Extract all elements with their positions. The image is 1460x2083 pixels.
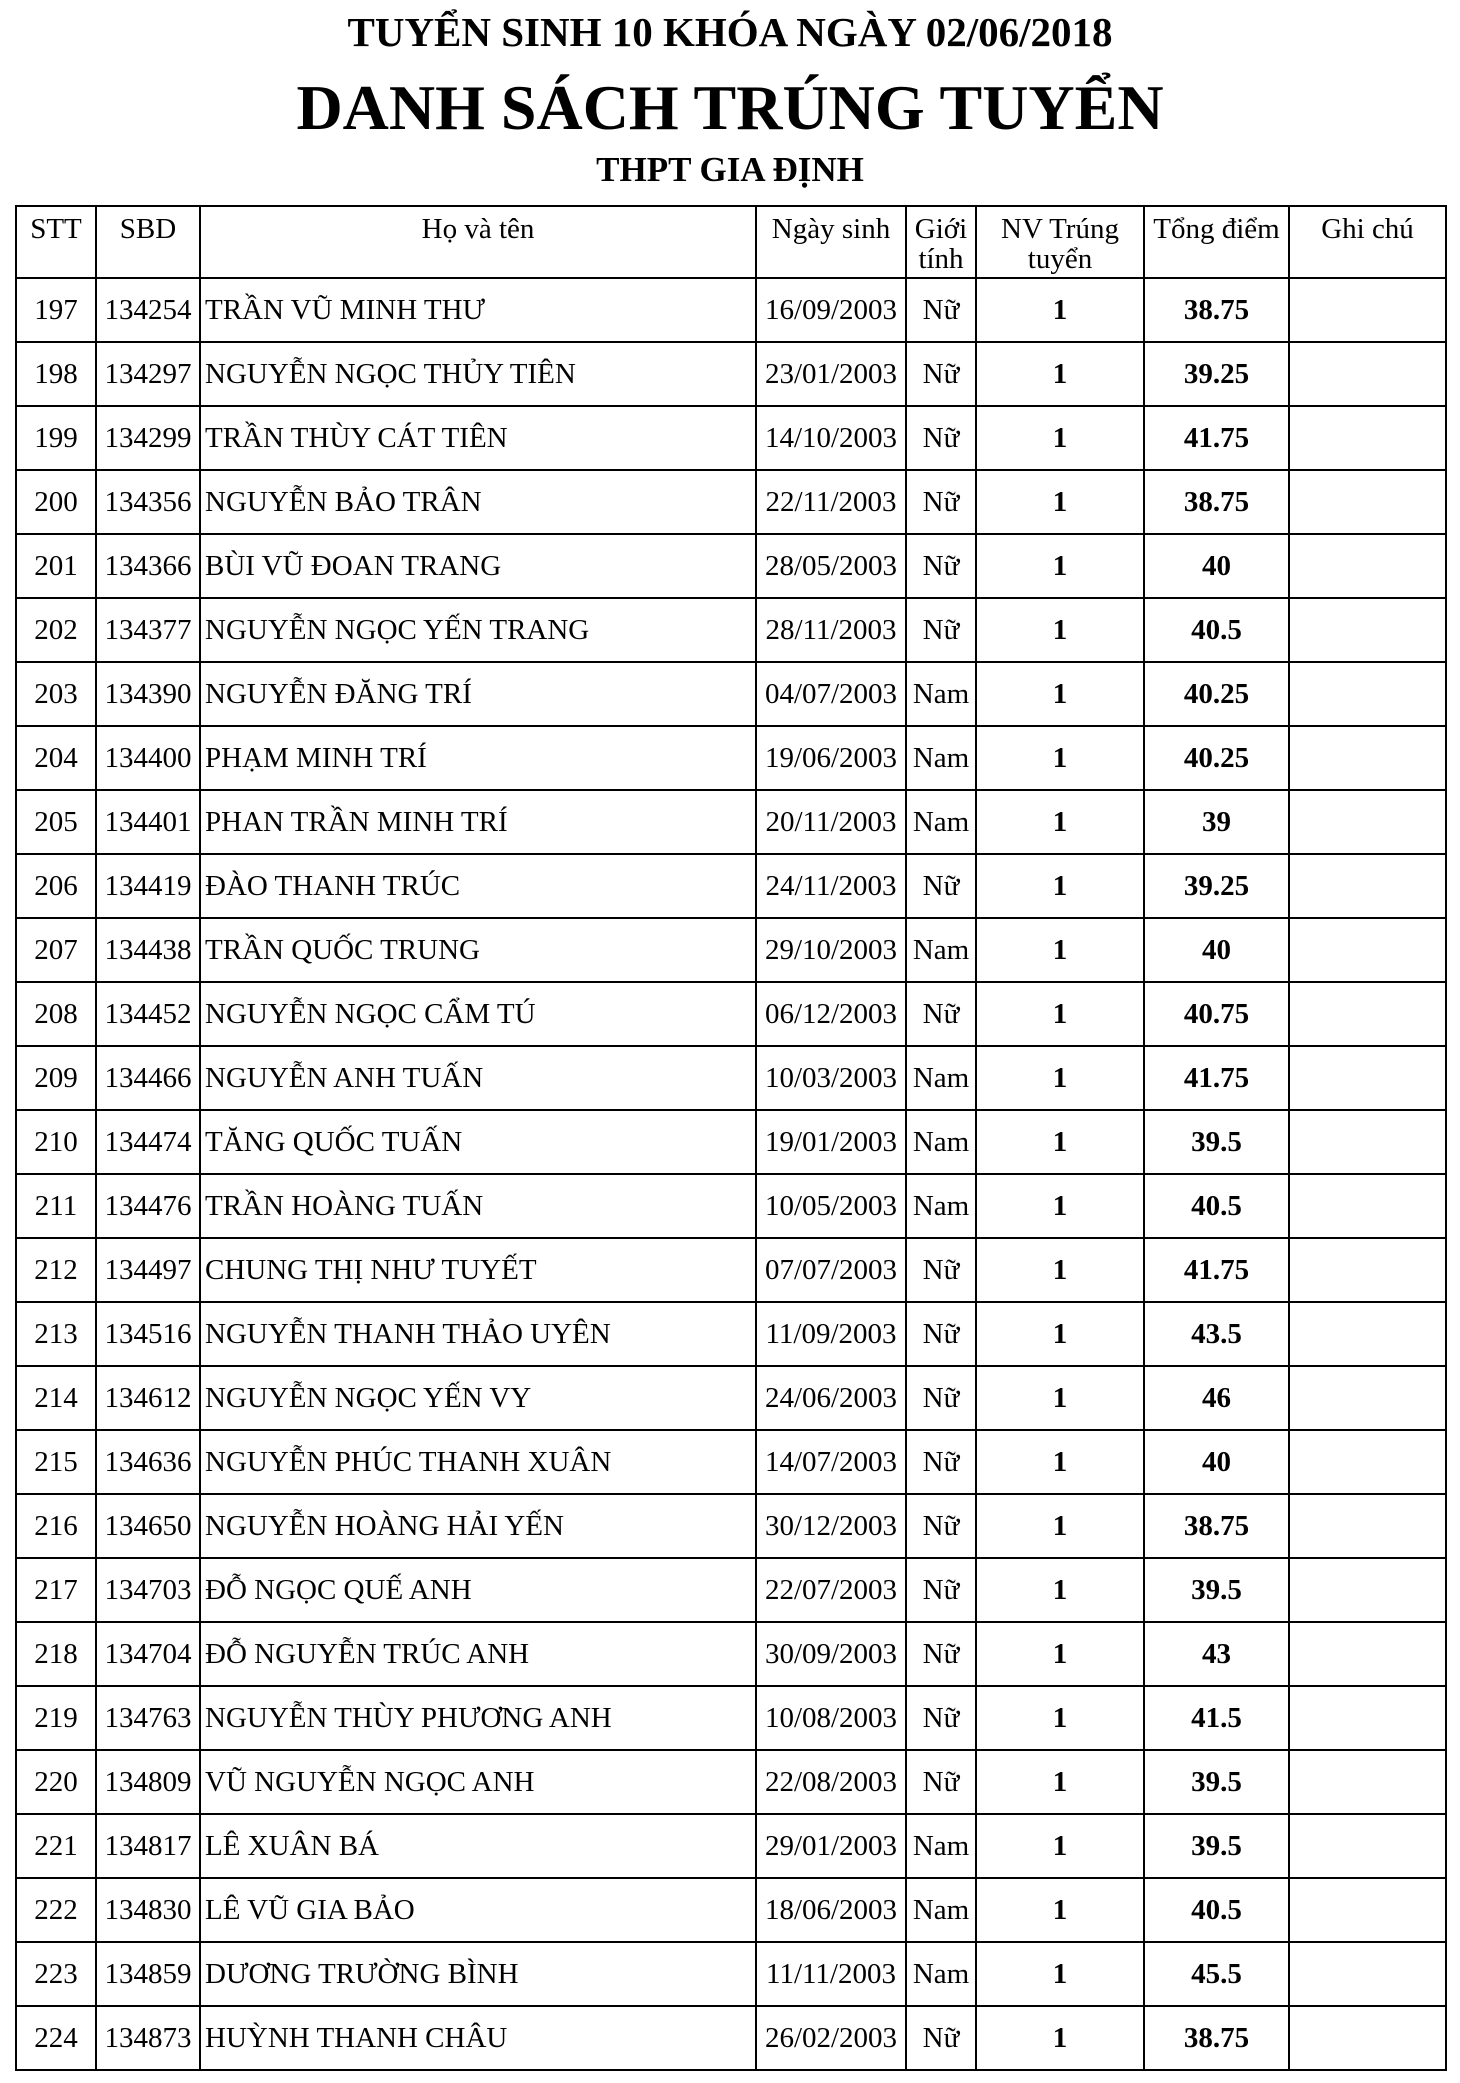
cell-sbd: 134497	[96, 1238, 200, 1302]
cell-nv: 1	[976, 470, 1144, 534]
cell-sbd: 134438	[96, 918, 200, 982]
cell-name: TĂNG QUỐC TUẤN	[200, 1110, 756, 1174]
cell-gender: Nữ	[906, 1558, 976, 1622]
cell-gender: Nữ	[906, 470, 976, 534]
cell-sbd: 134763	[96, 1686, 200, 1750]
cell-nv: 1	[976, 598, 1144, 662]
cell-sbd: 134356	[96, 470, 200, 534]
cell-dob: 23/01/2003	[756, 342, 906, 406]
cell-stt: 198	[16, 342, 96, 406]
cell-name: DƯƠNG TRƯỜNG BÌNH	[200, 1942, 756, 2006]
cell-note	[1289, 1814, 1446, 1878]
cell-dob: 14/10/2003	[756, 406, 906, 470]
cell-nv: 1	[976, 1622, 1144, 1686]
cell-stt: 220	[16, 1750, 96, 1814]
table-row	[16, 598, 1446, 662]
cell-name: PHAN TRẦN MINH TRÍ	[200, 790, 756, 854]
cell-stt: 216	[16, 1494, 96, 1558]
cell-nv: 1	[976, 342, 1144, 406]
cell-name: VŨ NGUYỄN NGỌC ANH	[200, 1750, 756, 1814]
table-row	[16, 406, 1446, 470]
cell-note	[1289, 1238, 1446, 1302]
cell-stt: 212	[16, 1238, 96, 1302]
cell-sbd: 134299	[96, 406, 200, 470]
table-row	[16, 918, 1446, 982]
cell-gender: Nữ	[906, 1238, 976, 1302]
cell-nv: 1	[976, 406, 1144, 470]
cell-name: NGUYỄN ANH TUẤN	[200, 1046, 756, 1110]
cell-sbd: 134390	[96, 662, 200, 726]
table-body	[16, 278, 1446, 2070]
cell-name: TRẦN HOÀNG TUẤN	[200, 1174, 756, 1238]
cell-name: NGUYỄN BẢO TRÂN	[200, 470, 756, 534]
cell-note	[1289, 342, 1446, 406]
cell-dob: 29/10/2003	[756, 918, 906, 982]
cell-stt: 203	[16, 662, 96, 726]
cell-note	[1289, 470, 1446, 534]
cell-gender: Nữ	[906, 1686, 976, 1750]
cell-score: 40.25	[1144, 662, 1289, 726]
cell-gender: Nam	[906, 1878, 976, 1942]
table-row	[16, 1366, 1446, 1430]
table-row	[16, 1814, 1446, 1878]
cell-gender: Nữ	[906, 1622, 976, 1686]
cell-sbd: 134377	[96, 598, 200, 662]
table-row	[16, 854, 1446, 918]
cell-gender: Nam	[906, 1110, 976, 1174]
cell-sbd: 134516	[96, 1302, 200, 1366]
school-name: THPT GIA ĐỊNH	[596, 150, 864, 189]
cell-stt: 209	[16, 1046, 96, 1110]
cell-score: 38.75	[1144, 2006, 1289, 2070]
cell-sbd: 134859	[96, 1942, 200, 2006]
cell-dob: 07/07/2003	[756, 1238, 906, 1302]
cell-sbd: 134873	[96, 2006, 200, 2070]
cell-gender: Nam	[906, 790, 976, 854]
cell-name: HUỲNH THANH CHÂU	[200, 2006, 756, 2070]
cell-gender: Nữ	[906, 1366, 976, 1430]
cell-gender: Nam	[906, 662, 976, 726]
cell-gender: Nam	[906, 918, 976, 982]
cell-dob: 06/12/2003	[756, 982, 906, 1046]
cell-dob: 11/11/2003	[756, 1942, 906, 2006]
cell-dob: 18/06/2003	[756, 1878, 906, 1942]
column-header-score: Tổng điểm	[1144, 206, 1289, 278]
cell-name: BÙI VŨ ĐOAN TRANG	[200, 534, 756, 598]
cell-nv: 1	[976, 662, 1144, 726]
cell-note	[1289, 1686, 1446, 1750]
cell-score: 40.5	[1144, 1878, 1289, 1942]
cell-name: CHUNG THỊ NHƯ TUYẾT	[200, 1238, 756, 1302]
cell-nv: 1	[976, 1302, 1144, 1366]
cell-dob: 28/11/2003	[756, 598, 906, 662]
cell-name: PHẠM MINH TRÍ	[200, 726, 756, 790]
cell-stt: 197	[16, 278, 96, 342]
cell-gender: Nữ	[906, 1302, 976, 1366]
cell-nv: 1	[976, 278, 1144, 342]
cell-nv: 1	[976, 854, 1144, 918]
cell-note	[1289, 1366, 1446, 1430]
cell-name: NGUYỄN NGỌC CẨM TÚ	[200, 982, 756, 1046]
cell-nv: 1	[976, 1110, 1144, 1174]
cell-score: 41.75	[1144, 1046, 1289, 1110]
cell-score: 39.5	[1144, 1750, 1289, 1814]
cell-score: 40.5	[1144, 598, 1289, 662]
table-row	[16, 1110, 1446, 1174]
cell-nv: 1	[976, 2006, 1144, 2070]
cell-note	[1289, 726, 1446, 790]
cell-note	[1289, 278, 1446, 342]
cell-stt: 200	[16, 470, 96, 534]
cell-sbd: 134703	[96, 1558, 200, 1622]
table-row	[16, 790, 1446, 854]
cell-sbd: 134452	[96, 982, 200, 1046]
cell-sbd: 134474	[96, 1110, 200, 1174]
cell-stt: 219	[16, 1686, 96, 1750]
cell-nv: 1	[976, 1366, 1144, 1430]
cell-gender: Nữ	[906, 1750, 976, 1814]
cell-stt: 204	[16, 726, 96, 790]
table-row	[16, 534, 1446, 598]
cell-score: 39	[1144, 790, 1289, 854]
cell-gender: Nam	[906, 1174, 976, 1238]
cell-name: ĐÀO THANH TRÚC	[200, 854, 756, 918]
cell-stt: 205	[16, 790, 96, 854]
cell-name: NGUYỄN PHÚC THANH XUÂN	[200, 1430, 756, 1494]
cell-dob: 10/08/2003	[756, 1686, 906, 1750]
cell-score: 38.75	[1144, 278, 1289, 342]
cell-stt: 211	[16, 1174, 96, 1238]
cell-score: 41.75	[1144, 406, 1289, 470]
table-row	[16, 1558, 1446, 1622]
cell-gender: Nam	[906, 726, 976, 790]
table-row	[16, 470, 1446, 534]
cell-gender: Nữ	[906, 406, 976, 470]
cell-gender: Nữ	[906, 2006, 976, 2070]
cell-note	[1289, 1046, 1446, 1110]
cell-score: 38.75	[1144, 1494, 1289, 1558]
cell-dob: 16/09/2003	[756, 278, 906, 342]
cell-score: 40	[1144, 918, 1289, 982]
cell-stt: 215	[16, 1430, 96, 1494]
cell-note	[1289, 790, 1446, 854]
cell-dob: 10/03/2003	[756, 1046, 906, 1110]
cell-sbd: 134419	[96, 854, 200, 918]
table-row	[16, 1238, 1446, 1302]
cell-score: 41.75	[1144, 1238, 1289, 1302]
cell-nv: 1	[976, 1750, 1144, 1814]
cell-stt: 201	[16, 534, 96, 598]
cell-sbd: 134254	[96, 278, 200, 342]
cell-name: NGUYỄN THANH THẢO UYÊN	[200, 1302, 756, 1366]
cell-nv: 1	[976, 1238, 1144, 1302]
cell-note	[1289, 662, 1446, 726]
cell-note	[1289, 1110, 1446, 1174]
cell-note	[1289, 982, 1446, 1046]
cell-name: NGUYỄN NGỌC YẾN TRANG	[200, 598, 756, 662]
cell-name: TRẦN QUỐC TRUNG	[200, 918, 756, 982]
cell-name: TRẦN THÙY CÁT TIÊN	[200, 406, 756, 470]
cell-nv: 1	[976, 1878, 1144, 1942]
cell-dob: 20/11/2003	[756, 790, 906, 854]
table-row	[16, 1174, 1446, 1238]
cell-dob: 19/06/2003	[756, 726, 906, 790]
cell-name: NGUYỄN HOÀNG HẢI YẾN	[200, 1494, 756, 1558]
document-title-main: DANH SÁCH TRÚNG TUYỂN	[296, 72, 1164, 143]
cell-score: 40	[1144, 534, 1289, 598]
cell-gender: Nữ	[906, 342, 976, 406]
cell-stt: 207	[16, 918, 96, 982]
table-row	[16, 342, 1446, 406]
cell-dob: 22/07/2003	[756, 1558, 906, 1622]
column-header-note: Ghi chú	[1289, 206, 1446, 278]
cell-score: 38.75	[1144, 470, 1289, 534]
cell-name: TRẦN VŨ MINH THƯ	[200, 278, 756, 342]
cell-gender: Nữ	[906, 534, 976, 598]
cell-sbd: 134650	[96, 1494, 200, 1558]
table-row	[16, 1494, 1446, 1558]
cell-dob: 22/11/2003	[756, 470, 906, 534]
cell-sbd: 134704	[96, 1622, 200, 1686]
cell-dob: 30/09/2003	[756, 1622, 906, 1686]
cell-stt: 218	[16, 1622, 96, 1686]
table-row	[16, 1430, 1446, 1494]
table-row	[16, 1686, 1446, 1750]
cell-note	[1289, 1750, 1446, 1814]
cell-note	[1289, 1430, 1446, 1494]
cell-nv: 1	[976, 534, 1144, 598]
cell-gender: Nữ	[906, 854, 976, 918]
cell-stt: 199	[16, 406, 96, 470]
cell-name: NGUYỄN ĐĂNG TRÍ	[200, 662, 756, 726]
cell-gender: Nữ	[906, 598, 976, 662]
cell-stt: 210	[16, 1110, 96, 1174]
cell-nv: 1	[976, 1942, 1144, 2006]
cell-note	[1289, 918, 1446, 982]
cell-score: 43.5	[1144, 1302, 1289, 1366]
cell-score: 46	[1144, 1366, 1289, 1430]
cell-dob: 19/01/2003	[756, 1110, 906, 1174]
table-row	[16, 1750, 1446, 1814]
cell-stt: 221	[16, 1814, 96, 1878]
cell-score: 45.5	[1144, 1942, 1289, 2006]
cell-gender: Nam	[906, 1814, 976, 1878]
cell-stt: 224	[16, 2006, 96, 2070]
cell-score: 39.25	[1144, 854, 1289, 918]
cell-note	[1289, 598, 1446, 662]
cell-score: 41.5	[1144, 1686, 1289, 1750]
cell-sbd: 134466	[96, 1046, 200, 1110]
cell-note	[1289, 1622, 1446, 1686]
cell-dob: 04/07/2003	[756, 662, 906, 726]
cell-dob: 22/08/2003	[756, 1750, 906, 1814]
cell-note	[1289, 1878, 1446, 1942]
cell-nv: 1	[976, 1174, 1144, 1238]
cell-name: ĐỖ NGỌC QUẾ ANH	[200, 1558, 756, 1622]
table-row	[16, 1878, 1446, 1942]
cell-sbd: 134297	[96, 342, 200, 406]
cell-name: NGUYỄN NGỌC YẾN VY	[200, 1366, 756, 1430]
cell-note	[1289, 2006, 1446, 2070]
cell-stt: 206	[16, 854, 96, 918]
cell-sbd: 134401	[96, 790, 200, 854]
cell-note	[1289, 1174, 1446, 1238]
cell-dob: 10/05/2003	[756, 1174, 906, 1238]
cell-sbd: 134476	[96, 1174, 200, 1238]
cell-gender: Nữ	[906, 1430, 976, 1494]
cell-sbd: 134366	[96, 534, 200, 598]
cell-score: 40.5	[1144, 1174, 1289, 1238]
cell-name: ĐỖ NGUYỄN TRÚC ANH	[200, 1622, 756, 1686]
cell-dob: 29/01/2003	[756, 1814, 906, 1878]
cell-dob: 30/12/2003	[756, 1494, 906, 1558]
cell-dob: 14/07/2003	[756, 1430, 906, 1494]
cell-name: NGUYỄN THÙY PHƯƠNG ANH	[200, 1686, 756, 1750]
cell-score: 39.25	[1144, 342, 1289, 406]
cell-nv: 1	[976, 1494, 1144, 1558]
cell-sbd: 134809	[96, 1750, 200, 1814]
cell-stt: 222	[16, 1878, 96, 1942]
cell-score: 40.25	[1144, 726, 1289, 790]
cell-nv: 1	[976, 1046, 1144, 1110]
cell-nv: 1	[976, 1686, 1144, 1750]
table-row	[16, 726, 1446, 790]
cell-nv: 1	[976, 982, 1144, 1046]
admission-table	[15, 205, 1447, 2071]
cell-name: LÊ XUÂN BÁ	[200, 1814, 756, 1878]
column-header-stt: STT	[16, 206, 96, 278]
cell-dob: 24/11/2003	[756, 854, 906, 918]
cell-dob: 26/02/2003	[756, 2006, 906, 2070]
cell-score: 39.5	[1144, 1110, 1289, 1174]
cell-note	[1289, 406, 1446, 470]
cell-dob: 28/05/2003	[756, 534, 906, 598]
cell-name: LÊ VŨ GIA BẢO	[200, 1878, 756, 1942]
cell-dob: 24/06/2003	[756, 1366, 906, 1430]
cell-score: 40.75	[1144, 982, 1289, 1046]
cell-gender: Nữ	[906, 278, 976, 342]
cell-nv: 1	[976, 726, 1144, 790]
table-header-row	[16, 206, 1446, 278]
cell-name: NGUYỄN NGỌC THỦY TIÊN	[200, 342, 756, 406]
cell-stt: 213	[16, 1302, 96, 1366]
cell-sbd: 134400	[96, 726, 200, 790]
cell-note	[1289, 534, 1446, 598]
cell-score: 39.5	[1144, 1814, 1289, 1878]
cell-note	[1289, 1942, 1446, 2006]
cell-nv: 1	[976, 1430, 1144, 1494]
table-row	[16, 1942, 1446, 2006]
document-title-line1: TUYỂN SINH 10 KHÓA NGÀY 02/06/2018	[347, 9, 1113, 55]
cell-dob: 11/09/2003	[756, 1302, 906, 1366]
column-header-dob: Ngày sinh	[756, 206, 906, 278]
column-header-gender: Giới tính	[906, 206, 976, 278]
column-header-nv: NV Trúng tuyển	[976, 206, 1144, 278]
table-row	[16, 1622, 1446, 1686]
table-row	[16, 1302, 1446, 1366]
cell-score: 43	[1144, 1622, 1289, 1686]
cell-score: 40	[1144, 1430, 1289, 1494]
table-row	[16, 982, 1446, 1046]
cell-gender: Nữ	[906, 982, 976, 1046]
table-row	[16, 662, 1446, 726]
cell-nv: 1	[976, 1814, 1144, 1878]
cell-sbd: 134612	[96, 1366, 200, 1430]
cell-gender: Nam	[906, 1046, 976, 1110]
cell-note	[1289, 1494, 1446, 1558]
cell-sbd: 134636	[96, 1430, 200, 1494]
cell-stt: 202	[16, 598, 96, 662]
cell-nv: 1	[976, 790, 1144, 854]
column-header-sbd: SBD	[96, 206, 200, 278]
cell-gender: Nữ	[906, 1494, 976, 1558]
cell-gender: Nam	[906, 1942, 976, 2006]
table-row	[16, 2006, 1446, 2070]
cell-nv: 1	[976, 1558, 1144, 1622]
cell-note	[1289, 854, 1446, 918]
cell-nv: 1	[976, 918, 1144, 982]
cell-stt: 208	[16, 982, 96, 1046]
cell-stt: 214	[16, 1366, 96, 1430]
cell-note	[1289, 1302, 1446, 1366]
cell-stt: 223	[16, 1942, 96, 2006]
table-row	[16, 1046, 1446, 1110]
cell-note	[1289, 1558, 1446, 1622]
column-header-name: Họ và tên	[200, 206, 756, 278]
cell-sbd: 134817	[96, 1814, 200, 1878]
cell-stt: 217	[16, 1558, 96, 1622]
table-row	[16, 278, 1446, 342]
cell-score: 39.5	[1144, 1558, 1289, 1622]
cell-sbd: 134830	[96, 1878, 200, 1942]
